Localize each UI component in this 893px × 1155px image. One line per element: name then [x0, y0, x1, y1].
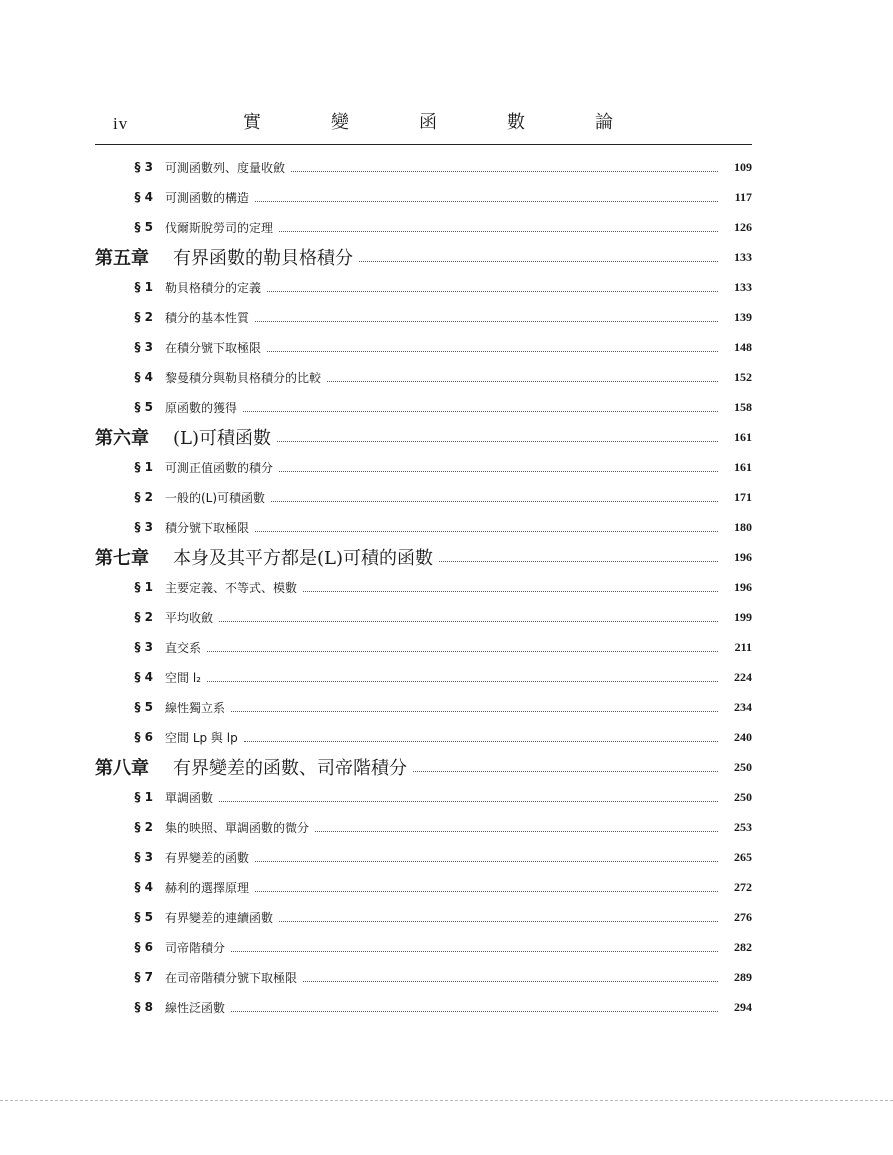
section-number: § 5 — [134, 700, 153, 714]
page-ref: 240 — [734, 729, 752, 744]
section-title: 集的映照、單調函數的微分 — [165, 820, 310, 835]
page-ref: 139 — [734, 309, 752, 324]
book-title-char: 數 — [507, 112, 525, 133]
section-title: 有界變差的函數 — [165, 850, 250, 865]
chapter-title: 本身及其平方都是(L)可積的函數 — [173, 548, 433, 569]
section-title: 司帝階積分 — [165, 940, 226, 955]
section-number: § 5 — [134, 220, 153, 234]
section-title: 可測正值函數的積分 — [165, 460, 274, 475]
section-number: § 2 — [134, 310, 153, 324]
dot-leader — [244, 741, 718, 742]
header-rule — [95, 144, 752, 145]
section-number: § 2 — [134, 820, 153, 834]
dot-leader — [439, 561, 718, 562]
dot-leader — [255, 201, 718, 202]
toc-section-row — [95, 812, 752, 842]
toc-chapter-row — [95, 242, 752, 272]
dot-leader — [315, 831, 718, 832]
dot-leader — [207, 681, 718, 682]
section-title: 單調函數 — [165, 790, 214, 805]
page-ref: 133 — [734, 279, 752, 294]
page-ref: 196 — [734, 579, 752, 594]
chapter-number: 第五章 — [95, 248, 149, 269]
dot-leader — [327, 381, 718, 382]
dot-leader — [291, 171, 718, 172]
page-ref: 161 — [734, 459, 752, 474]
page-ref: 133 — [734, 249, 752, 264]
book-title-char: 變 — [331, 112, 349, 133]
page-ref: 250 — [734, 789, 752, 804]
dot-leader — [359, 261, 718, 262]
page-ref: 199 — [734, 609, 752, 624]
page-ref: 234 — [734, 699, 752, 714]
section-title: 赫利的選擇原理 — [165, 880, 250, 895]
dot-leader — [255, 861, 718, 862]
page-ref: 126 — [734, 219, 752, 234]
section-title: 可測函數列、度量收斂 — [165, 160, 286, 175]
table-of-contents — [95, 152, 752, 1022]
section-title: 平均收斂 — [165, 610, 214, 625]
toc-section-row — [95, 182, 752, 212]
page-ref: 224 — [734, 669, 752, 684]
section-number: § 4 — [134, 880, 153, 894]
dot-leader — [279, 471, 718, 472]
page-ref: 272 — [734, 879, 752, 894]
section-title: 線性泛函數 — [165, 1000, 226, 1015]
toc-chapter-row — [95, 542, 752, 572]
toc-section-row — [95, 692, 752, 722]
toc-section-row — [95, 392, 752, 422]
page-header — [95, 108, 752, 142]
section-title: 直交系 — [165, 640, 202, 655]
toc-section-row — [95, 992, 752, 1022]
book-title-char: 論 — [595, 112, 613, 133]
section-number: § 5 — [134, 910, 153, 924]
page-ref: 109 — [734, 159, 752, 174]
dot-leader — [271, 501, 718, 502]
section-number: § 4 — [134, 670, 153, 684]
toc-section-row — [95, 962, 752, 992]
dot-leader — [231, 1011, 718, 1012]
dot-leader — [267, 351, 718, 352]
toc-section-row — [95, 482, 752, 512]
section-title: 積分的基本性質 — [165, 310, 250, 325]
section-title: 線性獨立系 — [165, 700, 226, 715]
section-title: 空間 Lp 與 lp — [165, 730, 238, 745]
page-ref: 282 — [734, 939, 752, 954]
section-number: § 1 — [134, 790, 153, 804]
toc-section-row — [95, 302, 752, 332]
page-ref: 253 — [734, 819, 752, 834]
dot-leader — [255, 891, 718, 892]
dot-leader — [219, 801, 718, 802]
dot-leader — [231, 711, 718, 712]
dot-leader — [207, 651, 718, 652]
page-ref: 289 — [734, 969, 752, 984]
section-number: § 4 — [134, 190, 153, 204]
toc-section-row — [95, 212, 752, 242]
book-title-char: 函 — [419, 112, 437, 133]
section-number: § 7 — [134, 970, 153, 984]
toc-section-row — [95, 662, 752, 692]
toc-section-row — [95, 632, 752, 662]
section-title: 有界變差的連續函數 — [165, 910, 274, 925]
toc-section-row — [95, 932, 752, 962]
section-title: 一般的(L)可積函數 — [165, 490, 266, 505]
toc-section-row — [95, 152, 752, 182]
section-number: § 3 — [134, 850, 153, 864]
section-number: § 3 — [134, 340, 153, 354]
toc-section-row — [95, 602, 752, 632]
toc-section-row — [95, 722, 752, 752]
chapter-title: (L)可積函數 — [173, 428, 271, 449]
section-title: 空間 l₂ — [165, 670, 201, 685]
page-ref: 294 — [734, 999, 752, 1014]
section-number: § 2 — [134, 490, 153, 504]
dot-leader — [219, 621, 718, 622]
page-ref: 265 — [734, 849, 752, 864]
chapter-title: 有界變差的函數、司帝階積分 — [173, 758, 407, 779]
toc-section-row — [95, 272, 752, 302]
section-number: § 2 — [134, 610, 153, 624]
section-title: 可測函數的構造 — [165, 190, 250, 205]
section-title: 主要定義、不等式、模數 — [165, 580, 298, 595]
section-number: § 6 — [134, 940, 153, 954]
dot-leader — [303, 981, 718, 982]
page-ref: 158 — [734, 399, 752, 414]
section-number: § 3 — [134, 160, 153, 174]
chapter-number: 第六章 — [95, 428, 149, 449]
dot-leader — [243, 411, 718, 412]
section-number: § 4 — [134, 370, 153, 384]
scan-edge-line — [0, 1100, 893, 1101]
dot-leader — [413, 771, 718, 772]
dot-leader — [255, 531, 718, 532]
page-ref: 171 — [734, 489, 752, 504]
page-number: iv — [113, 114, 129, 133]
page-ref: 180 — [734, 519, 752, 534]
dot-leader — [279, 921, 718, 922]
section-title: 勒貝格積分的定義 — [165, 280, 262, 295]
page-ref: 161 — [734, 429, 752, 444]
page-ref: 152 — [734, 369, 752, 384]
toc-section-row — [95, 572, 752, 602]
page-ref: 276 — [734, 909, 752, 924]
chapter-number: 第七章 — [95, 548, 149, 569]
section-title: 黎曼積分與勒貝格積分的比較 — [165, 370, 322, 385]
section-number: § 6 — [134, 730, 153, 744]
toc-section-row — [95, 782, 752, 812]
section-title: 在司帝階積分號下取極限 — [165, 970, 298, 985]
section-number: § 8 — [134, 1000, 153, 1014]
page-ref: 117 — [734, 189, 752, 204]
page-ref: 196 — [734, 549, 752, 564]
toc-section-row — [95, 512, 752, 542]
toc-section-row — [95, 452, 752, 482]
dot-leader — [231, 951, 718, 952]
page-ref: 211 — [734, 639, 752, 654]
chapter-number: 第八章 — [95, 758, 149, 779]
toc-section-row — [95, 332, 752, 362]
toc-chapter-row — [95, 422, 752, 452]
section-number: § 1 — [134, 280, 153, 294]
book-title — [243, 108, 613, 134]
dot-leader — [279, 231, 718, 232]
section-number: § 3 — [134, 520, 153, 534]
section-number: § 1 — [134, 580, 153, 594]
page-ref: 148 — [734, 339, 752, 354]
section-title: 積分號下取極限 — [165, 520, 250, 535]
page-ref: 250 — [734, 759, 752, 774]
toc-chapter-row — [95, 752, 752, 782]
chapter-title: 有界函數的勒貝格積分 — [173, 248, 353, 269]
section-number: § 5 — [134, 400, 153, 414]
book-title-char: 實 — [243, 112, 261, 133]
dot-leader — [255, 321, 718, 322]
dot-leader — [267, 291, 718, 292]
dot-leader — [277, 441, 718, 442]
section-title: 在積分號下取極限 — [165, 340, 262, 355]
toc-section-row — [95, 362, 752, 392]
section-number: § 1 — [134, 460, 153, 474]
toc-section-row — [95, 902, 752, 932]
dot-leader — [303, 591, 718, 592]
section-title: 伐爾斯脫勞司的定理 — [165, 220, 274, 235]
toc-section-row — [95, 872, 752, 902]
toc-section-row — [95, 842, 752, 872]
section-title: 原函數的獲得 — [165, 400, 238, 415]
section-number: § 3 — [134, 640, 153, 654]
